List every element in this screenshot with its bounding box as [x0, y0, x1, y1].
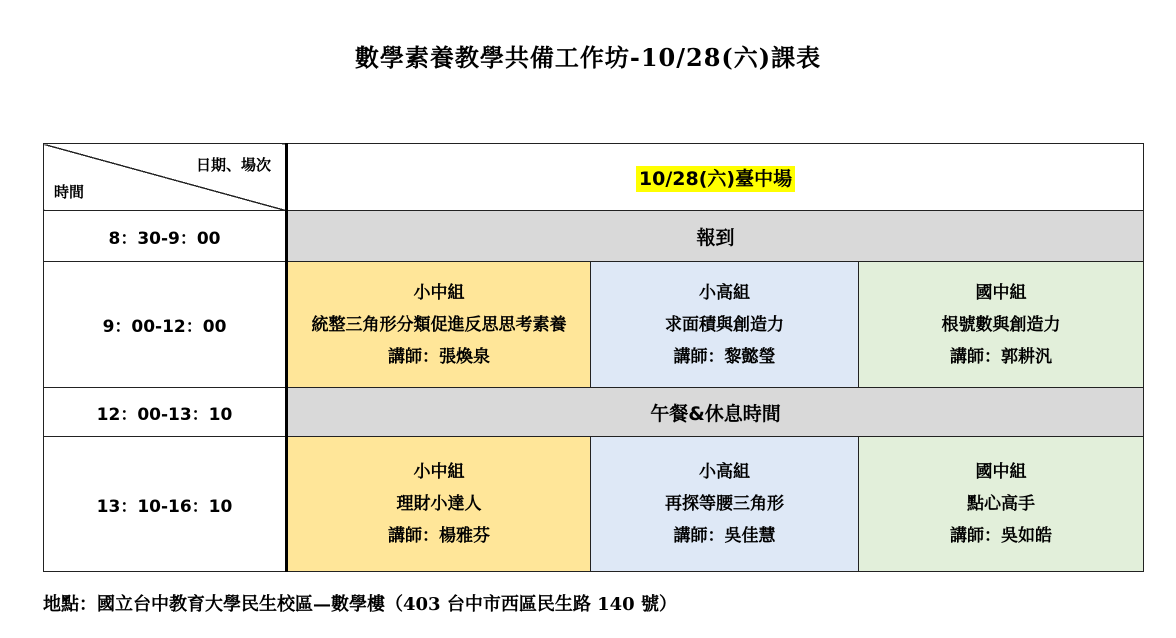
time-cell: 8：30-9：00: [44, 211, 287, 262]
session-topic: 求面積與創造力: [665, 314, 784, 335]
table-row: [44, 211, 1144, 262]
checkin-cell: 報到: [287, 211, 1144, 262]
session-lecturer: 講師：郭耕汎: [950, 346, 1052, 367]
session-lecturer: 講師：吳如皓: [950, 526, 1052, 546]
date-session-label: 日期、場次: [195, 156, 271, 174]
date-header-cell: [287, 144, 1144, 211]
session-group: 小中組: [413, 282, 465, 303]
lunch-break-cell: 午餐&休息時間: [287, 388, 1144, 437]
session-topic: 根號數與創造力: [941, 314, 1061, 335]
session-topic: 點心高手: [967, 494, 1035, 514]
session-cell: [287, 262, 591, 388]
session-lecturer: 講師：楊雅芬: [388, 526, 490, 546]
session-group: 國中組: [975, 462, 1027, 482]
session-group: 小高組: [699, 282, 750, 303]
session-topic: 理財小達人: [396, 494, 482, 514]
session-group: 小中組: [413, 462, 465, 482]
session-group: 國中組: [975, 282, 1027, 303]
session-cell: [591, 262, 859, 388]
table-row: [44, 388, 1144, 437]
session-cell: [859, 437, 1144, 572]
session-lecturer: 講師：黎懿瑩: [673, 346, 776, 367]
session-topic: 統整三角形分類促進反思思考素養: [311, 314, 567, 335]
header-corner-cell: [44, 144, 287, 211]
time-cell: 9：00-12：00: [44, 262, 287, 388]
date-label: 10/28(六)臺中場: [636, 166, 795, 192]
time-label: 時間: [54, 183, 85, 201]
venue-address: 地點：國立台中教育大學民生校區—數學樓（403 台中市西區民生路 140 號）: [43, 594, 677, 615]
time-cell: 12：00-13：10: [44, 388, 287, 437]
header-row: [44, 144, 1144, 211]
time-cell: 13：10-16：10: [44, 437, 287, 572]
session-cell: [859, 262, 1144, 388]
session-cell: [287, 437, 591, 572]
session-topic: 再探等腰三角形: [665, 494, 784, 514]
schedule-table: [43, 143, 1144, 572]
table-row: [44, 262, 1144, 388]
session-lecturer: 講師：吳佳慧: [673, 526, 776, 546]
session-cell: [591, 437, 859, 572]
page-title: 數學素養教學共備工作坊-10/28(六)課表: [354, 43, 822, 72]
table-row: [44, 437, 1144, 572]
session-lecturer: 講師：張煥泉: [388, 346, 490, 367]
session-group: 小高組: [699, 462, 750, 482]
